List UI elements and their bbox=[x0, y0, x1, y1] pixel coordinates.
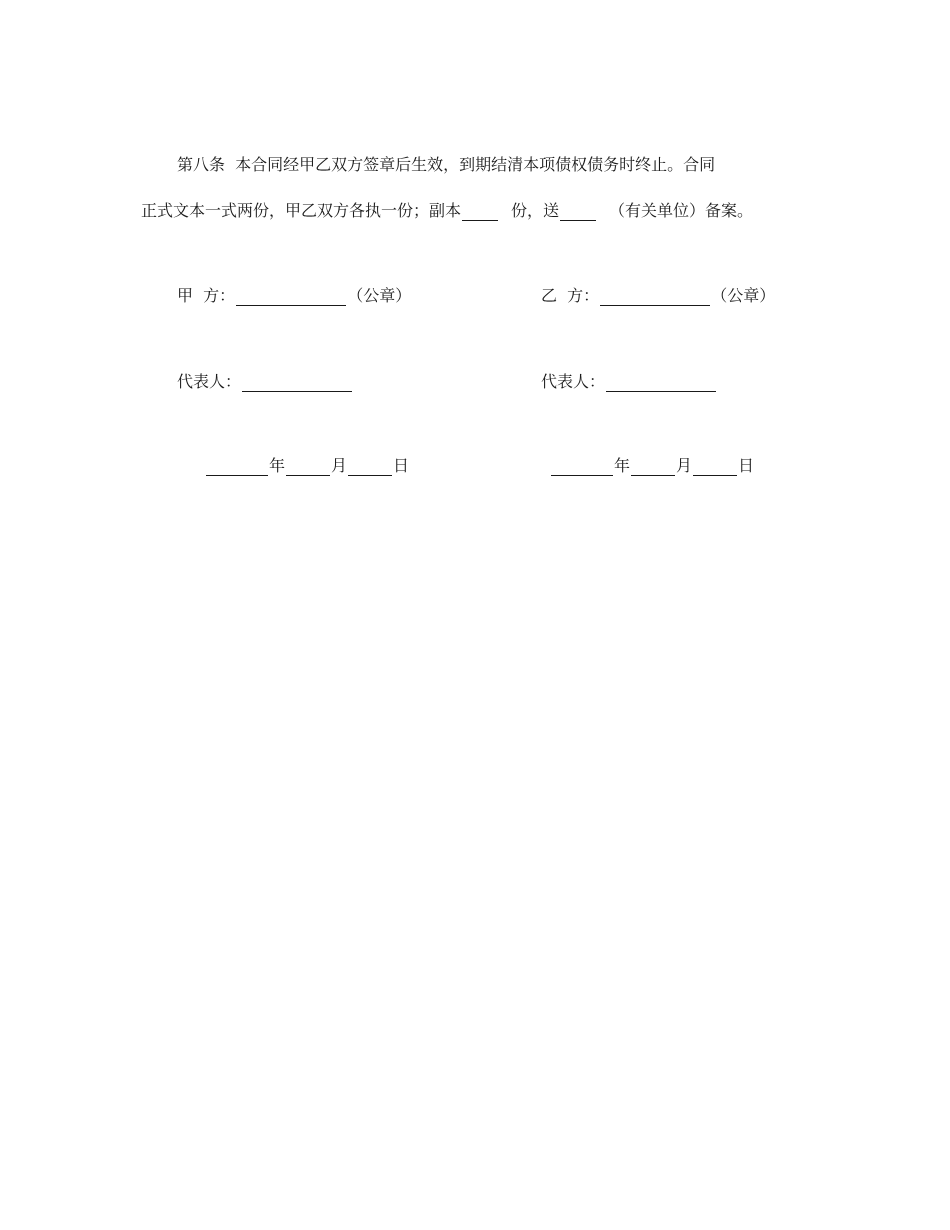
party-b-representative-row bbox=[541, 372, 717, 392]
party-b-name-row bbox=[541, 286, 775, 306]
copies-count-blank[interactable] bbox=[462, 205, 498, 221]
party-a-date-row bbox=[205, 456, 409, 476]
party-b-name-blank[interactable] bbox=[600, 290, 710, 306]
party-a-day-label: 日 bbox=[393, 456, 410, 475]
party-b-rep-label: 代表人： bbox=[541, 372, 606, 391]
party-b-year-label: 年 bbox=[614, 456, 631, 475]
party-b-day-blank[interactable] bbox=[693, 460, 737, 476]
party-a-label: 甲 方： bbox=[177, 286, 236, 305]
party-a-rep-label: 代表人： bbox=[177, 372, 242, 391]
article-8-line-1: 第八条 本合同经甲乙双方签章后生效，到期结清本项债权债务时终止。合同 bbox=[177, 155, 716, 174]
party-b-year-blank[interactable] bbox=[551, 460, 613, 476]
party-a-month-label: 月 bbox=[331, 456, 348, 475]
party-b-date-row bbox=[550, 456, 754, 476]
filing-unit-blank[interactable] bbox=[560, 205, 596, 221]
article-8-text-part-2: 份，送 bbox=[511, 201, 560, 220]
party-a-name-row bbox=[177, 286, 411, 306]
party-b-label: 乙 方： bbox=[541, 286, 600, 305]
party-a-year-blank[interactable] bbox=[206, 460, 268, 476]
party-a-day-blank[interactable] bbox=[348, 460, 392, 476]
party-a-name-blank[interactable] bbox=[236, 290, 346, 306]
party-a-rep-blank[interactable] bbox=[242, 376, 352, 392]
party-a-year-label: 年 bbox=[269, 456, 286, 475]
party-b-day-label: 日 bbox=[738, 456, 755, 475]
party-a-representative-row bbox=[177, 372, 353, 392]
article-8-line-2 bbox=[141, 201, 753, 221]
article-8-text-part-1: 正式文本一式两份，甲乙双方各执一份；副本 bbox=[141, 201, 462, 220]
article-8-text-part-3: （有关单位）备案。 bbox=[609, 201, 754, 220]
party-b-month-label: 月 bbox=[676, 456, 693, 475]
party-a-month-blank[interactable] bbox=[286, 460, 330, 476]
party-a-seal-label: （公章） bbox=[347, 286, 412, 305]
party-b-seal-label: （公章） bbox=[711, 286, 776, 305]
party-b-month-blank[interactable] bbox=[631, 460, 675, 476]
party-b-rep-blank[interactable] bbox=[606, 376, 716, 392]
